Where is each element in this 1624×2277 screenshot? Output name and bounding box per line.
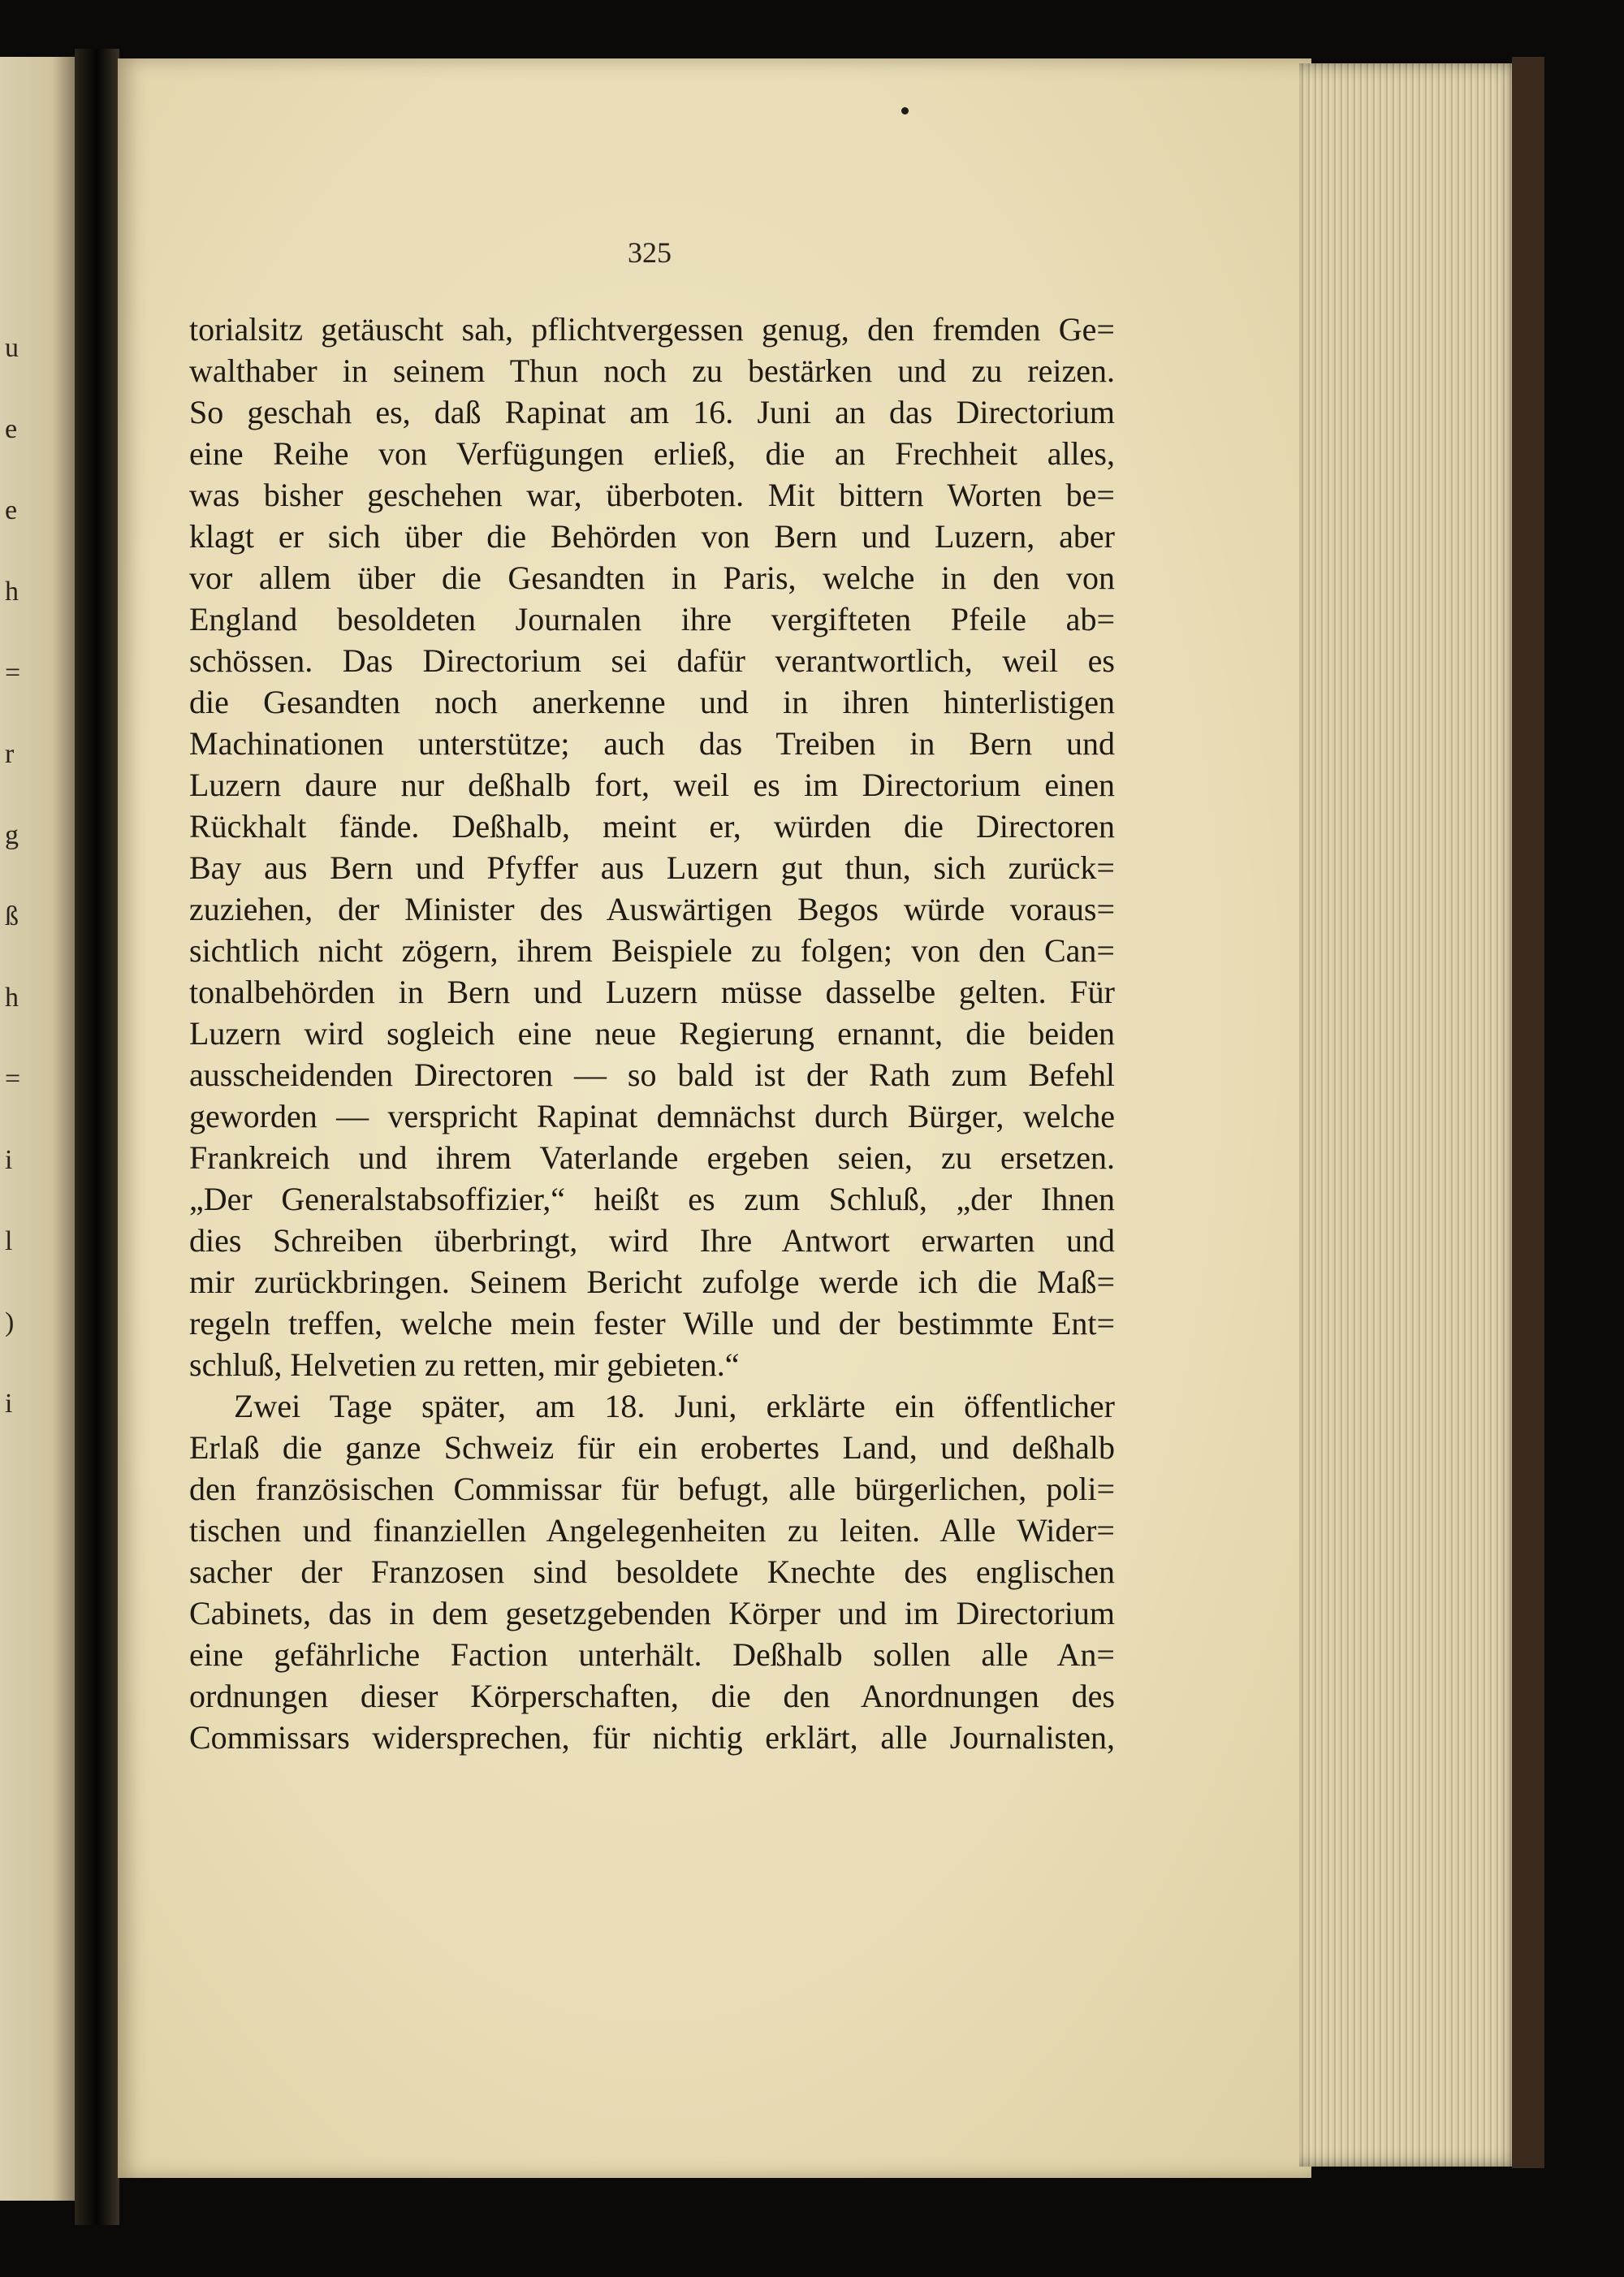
book-gutter — [75, 49, 119, 2225]
text-line: Commissars widersprechen, für nichtig erklärt, alle Journalisten, — [189, 1719, 1115, 1756]
ink-speck — [901, 107, 909, 114]
text-line: Rückhalt fände. Deßhalb, meint er, würden die Directoren — [189, 808, 1115, 845]
left-page-fragment: ) — [5, 1307, 15, 1337]
text-line: Cabinets, das in dem gesetzgebenden Körper und im Directorium — [189, 1595, 1115, 1631]
page-number: 325 — [628, 236, 672, 269]
text-line: tischen und finanziellen Angelegenheiten zu leiten. Alle Wider= — [189, 1512, 1115, 1549]
text-line: So geschah es, daß Rapinat am 16. Juni an das Directorium — [189, 394, 1115, 430]
text-line: klagt er sich über die Behörden von Bern und Luzern, aber — [189, 518, 1115, 555]
text-line: Zwei Tage später, am 18. Juni, erklärte ein öffentlicher — [234, 1388, 1115, 1424]
text-line: schluß, Helvetien zu retten, mir gebieten.“ — [189, 1346, 740, 1383]
text-line: tonalbehörden in Bern und Luzern müsse dasselbe gelten. Für — [189, 974, 1115, 1010]
text-line: den französischen Commissar für befugt, alle bürgerlichen, poli= — [189, 1471, 1115, 1507]
text-line: Luzern daure nur deßhalb fort, weil es im Directorium einen — [189, 767, 1115, 803]
text-line: ausscheidenden Directoren — so bald ist der Rath zum Befehl — [189, 1056, 1115, 1093]
text-line: Bay aus Bern und Pfyffer aus Luzern gut thun, sich zurück= — [189, 849, 1115, 886]
text-line: sichtlich nicht zögern, ihrem Beispiele zu folgen; von den Can= — [189, 932, 1115, 969]
text-line: England besoldeten Journalen ihre vergifteten Pfeile ab= — [189, 601, 1115, 637]
left-page-fragment: u — [5, 333, 19, 363]
text-line: geworden — verspricht Rapinat demnächst durch Bürger, welche — [189, 1098, 1115, 1134]
text-line: regeln treffen, welche mein fester Wille und der bestimmte Ent= — [189, 1305, 1115, 1342]
left-page-fragment: g — [5, 820, 19, 850]
text-line: Erlaß die ganze Schweiz für ein erobertes Land, und deßhalb — [189, 1429, 1115, 1466]
text-line: ordnungen dieser Körperschaften, die den Anordnungen des — [189, 1678, 1115, 1714]
left-page-edge — [0, 57, 75, 2201]
text-line: Luzern wird sogleich eine neue Regierung ernannt, die beiden — [189, 1015, 1115, 1052]
text-line: „Der Generalstabsoffizier,“ heißt es zum Schluß, „der Ihnen — [189, 1181, 1115, 1217]
text-line: torialsitz getäuscht sah, pflichtvergessen genug, den fremden Ge= — [189, 311, 1115, 348]
page-edges-stack — [1299, 63, 1522, 2167]
text-line: vor allem über die Gesandten in Paris, welche in den von — [189, 560, 1115, 596]
left-page-fragment: = — [5, 658, 21, 688]
left-page-fragment: i — [5, 1145, 13, 1175]
left-page-fragment: = — [5, 1064, 21, 1094]
body-text — [189, 309, 1115, 1758]
text-line: die Gesandten noch anerkenne und in ihren hinterlistigen — [189, 684, 1115, 720]
text-line: Frankreich und ihrem Vaterlande ergeben seien, zu ersetzen. — [189, 1139, 1115, 1176]
left-page-fragment: e — [5, 414, 18, 444]
book-cover-edge — [1512, 57, 1544, 2168]
text-line: schössen. Das Directorium sei dafür verantwortlich, weil es — [189, 642, 1115, 679]
left-page-fragment: r — [5, 739, 15, 769]
text-line: eine gefährliche Faction unterhält. Deßhalb sollen alle An= — [189, 1636, 1115, 1673]
text-line: sacher der Franzosen sind besoldete Knechte des englischen — [189, 1553, 1115, 1590]
left-page-fragment: e — [5, 495, 18, 525]
text-line: zuziehen, der Minister des Auswärtigen Begos würde voraus= — [189, 891, 1115, 927]
text-line: was bisher geschehen war, überboten. Mit bittern Worten be= — [189, 477, 1115, 513]
left-page-fragment: ß — [5, 901, 19, 931]
text-line: Machinationen unterstütze; auch das Treiben in Bern und — [189, 725, 1115, 762]
text-line: mir zurückbringen. Seinem Bericht zufolge werde ich die Maß= — [189, 1264, 1115, 1300]
text-line: walthaber in seinem Thun noch zu bestärken und zu reizen. — [189, 352, 1115, 389]
left-page-fragment: i — [5, 1389, 13, 1419]
left-page-fragment: l — [5, 1226, 13, 1256]
text-line: eine Reihe von Verfügungen erließ, die an Frechheit alles, — [189, 435, 1115, 472]
left-page-fragment: h — [5, 983, 19, 1013]
text-line: dies Schreiben überbringt, wird Ihre Antwort erwarten und — [189, 1222, 1115, 1259]
left-page-fragment: h — [5, 577, 19, 607]
